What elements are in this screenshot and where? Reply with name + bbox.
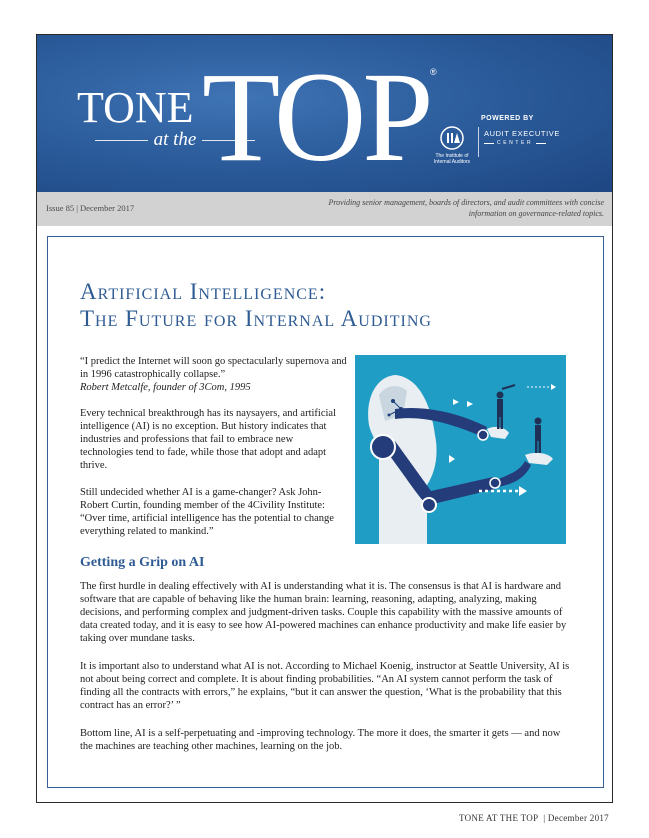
paragraph-2: Still undecided whether AI is a game-changer? Ask John-Robert Curtin, founding member of the 4Civility Institute: “Over time, artificial intelligence has the potential to change everything related to mankind.”	[80, 487, 334, 537]
robot-arm-illustration	[355, 355, 566, 544]
paragraph-4: It is important also to understand what AI is not. According to Michael Koenig, instructor at Seattle University, AI is not about being correct and complete. It is about finding probabilities. “An AI system cannot perform the task of finding all the contracts with errors,” he explains, “but it can answer the question, ‘What is the probability that this contract has an error?’ ”	[80, 661, 570, 711]
paragraph-5: Bottom line, AI is a self-perpetuating and -improving technology. The more it does, the smarter it gets — and now the machines are teaching other machines, learning on the job.	[80, 728, 561, 752]
quote-attribution: Robert Metcalfe, founder of 3Com, 1995	[80, 382, 251, 393]
divider	[484, 143, 494, 144]
tagline: Providing senior management, boards of directors, and audit committees with concise information on governance-related topics.	[328, 198, 604, 218]
issue-strip	[37, 192, 612, 226]
iia-logo	[431, 125, 473, 189]
center-label	[484, 140, 560, 146]
opening-quote	[80, 355, 348, 394]
issue-info: Issue 85 | December 2017	[46, 203, 135, 213]
paragraph-1: Every technical breakthrough has its naysayers, and artificial intelligence (AI) is no exception. But history indicates that industries and professions that fail to embrace new technologies tend to fade, while those that adopt and adapt thrive.	[80, 408, 336, 471]
title-line-2: The Future for Internal Auditing	[80, 306, 432, 331]
divider	[95, 140, 148, 141]
powered-by-label: POWERED BY	[481, 115, 534, 122]
masthead-top: TOP	[202, 46, 430, 188]
page-footer	[459, 813, 609, 823]
logo-divider	[478, 127, 479, 157]
section-heading: Getting a Grip on AI	[80, 555, 205, 570]
masthead-at-the-text: at the	[153, 129, 197, 150]
divider	[536, 143, 546, 144]
footer-publication: TONE AT THE TOP	[458, 813, 539, 823]
audit-executive-center-logo	[484, 129, 560, 146]
registered-mark: ®	[430, 67, 437, 77]
footer-separator: |	[540, 813, 546, 823]
article-title	[80, 278, 432, 332]
masthead-tone: TONE	[77, 83, 194, 132]
ai-illustration	[355, 355, 566, 544]
footer-date: December 2017	[547, 813, 609, 823]
audit-executive-text: AUDIT EXECUTIVE	[484, 129, 560, 138]
center-text: CENTER	[497, 140, 534, 146]
masthead-banner	[37, 35, 612, 192]
iia-logo-icon	[439, 125, 465, 151]
quote-text: “I predict the Internet will soon go spectacularly supernova and in 1996 catastrophically collapse.”	[80, 356, 347, 380]
title-line-1: Artificial Intelligence:	[80, 279, 327, 304]
paragraph-3: The first hurdle in dealing effectively with AI is understanding what it is. The consensus is that AI is hardware and software that are capable of behaving like the human brain: learning, reasoning, adapting, analyzing, making decisions, and performing complex and judgment-driven tasks. Couple this capability with the massive amounts of data created today, and it is easy to see how AI-powered machines can enhance productivity and make life easier by taking over mundane tasks.	[80, 581, 567, 644]
iia-name: The Institute of Internal Auditors	[433, 153, 471, 165]
